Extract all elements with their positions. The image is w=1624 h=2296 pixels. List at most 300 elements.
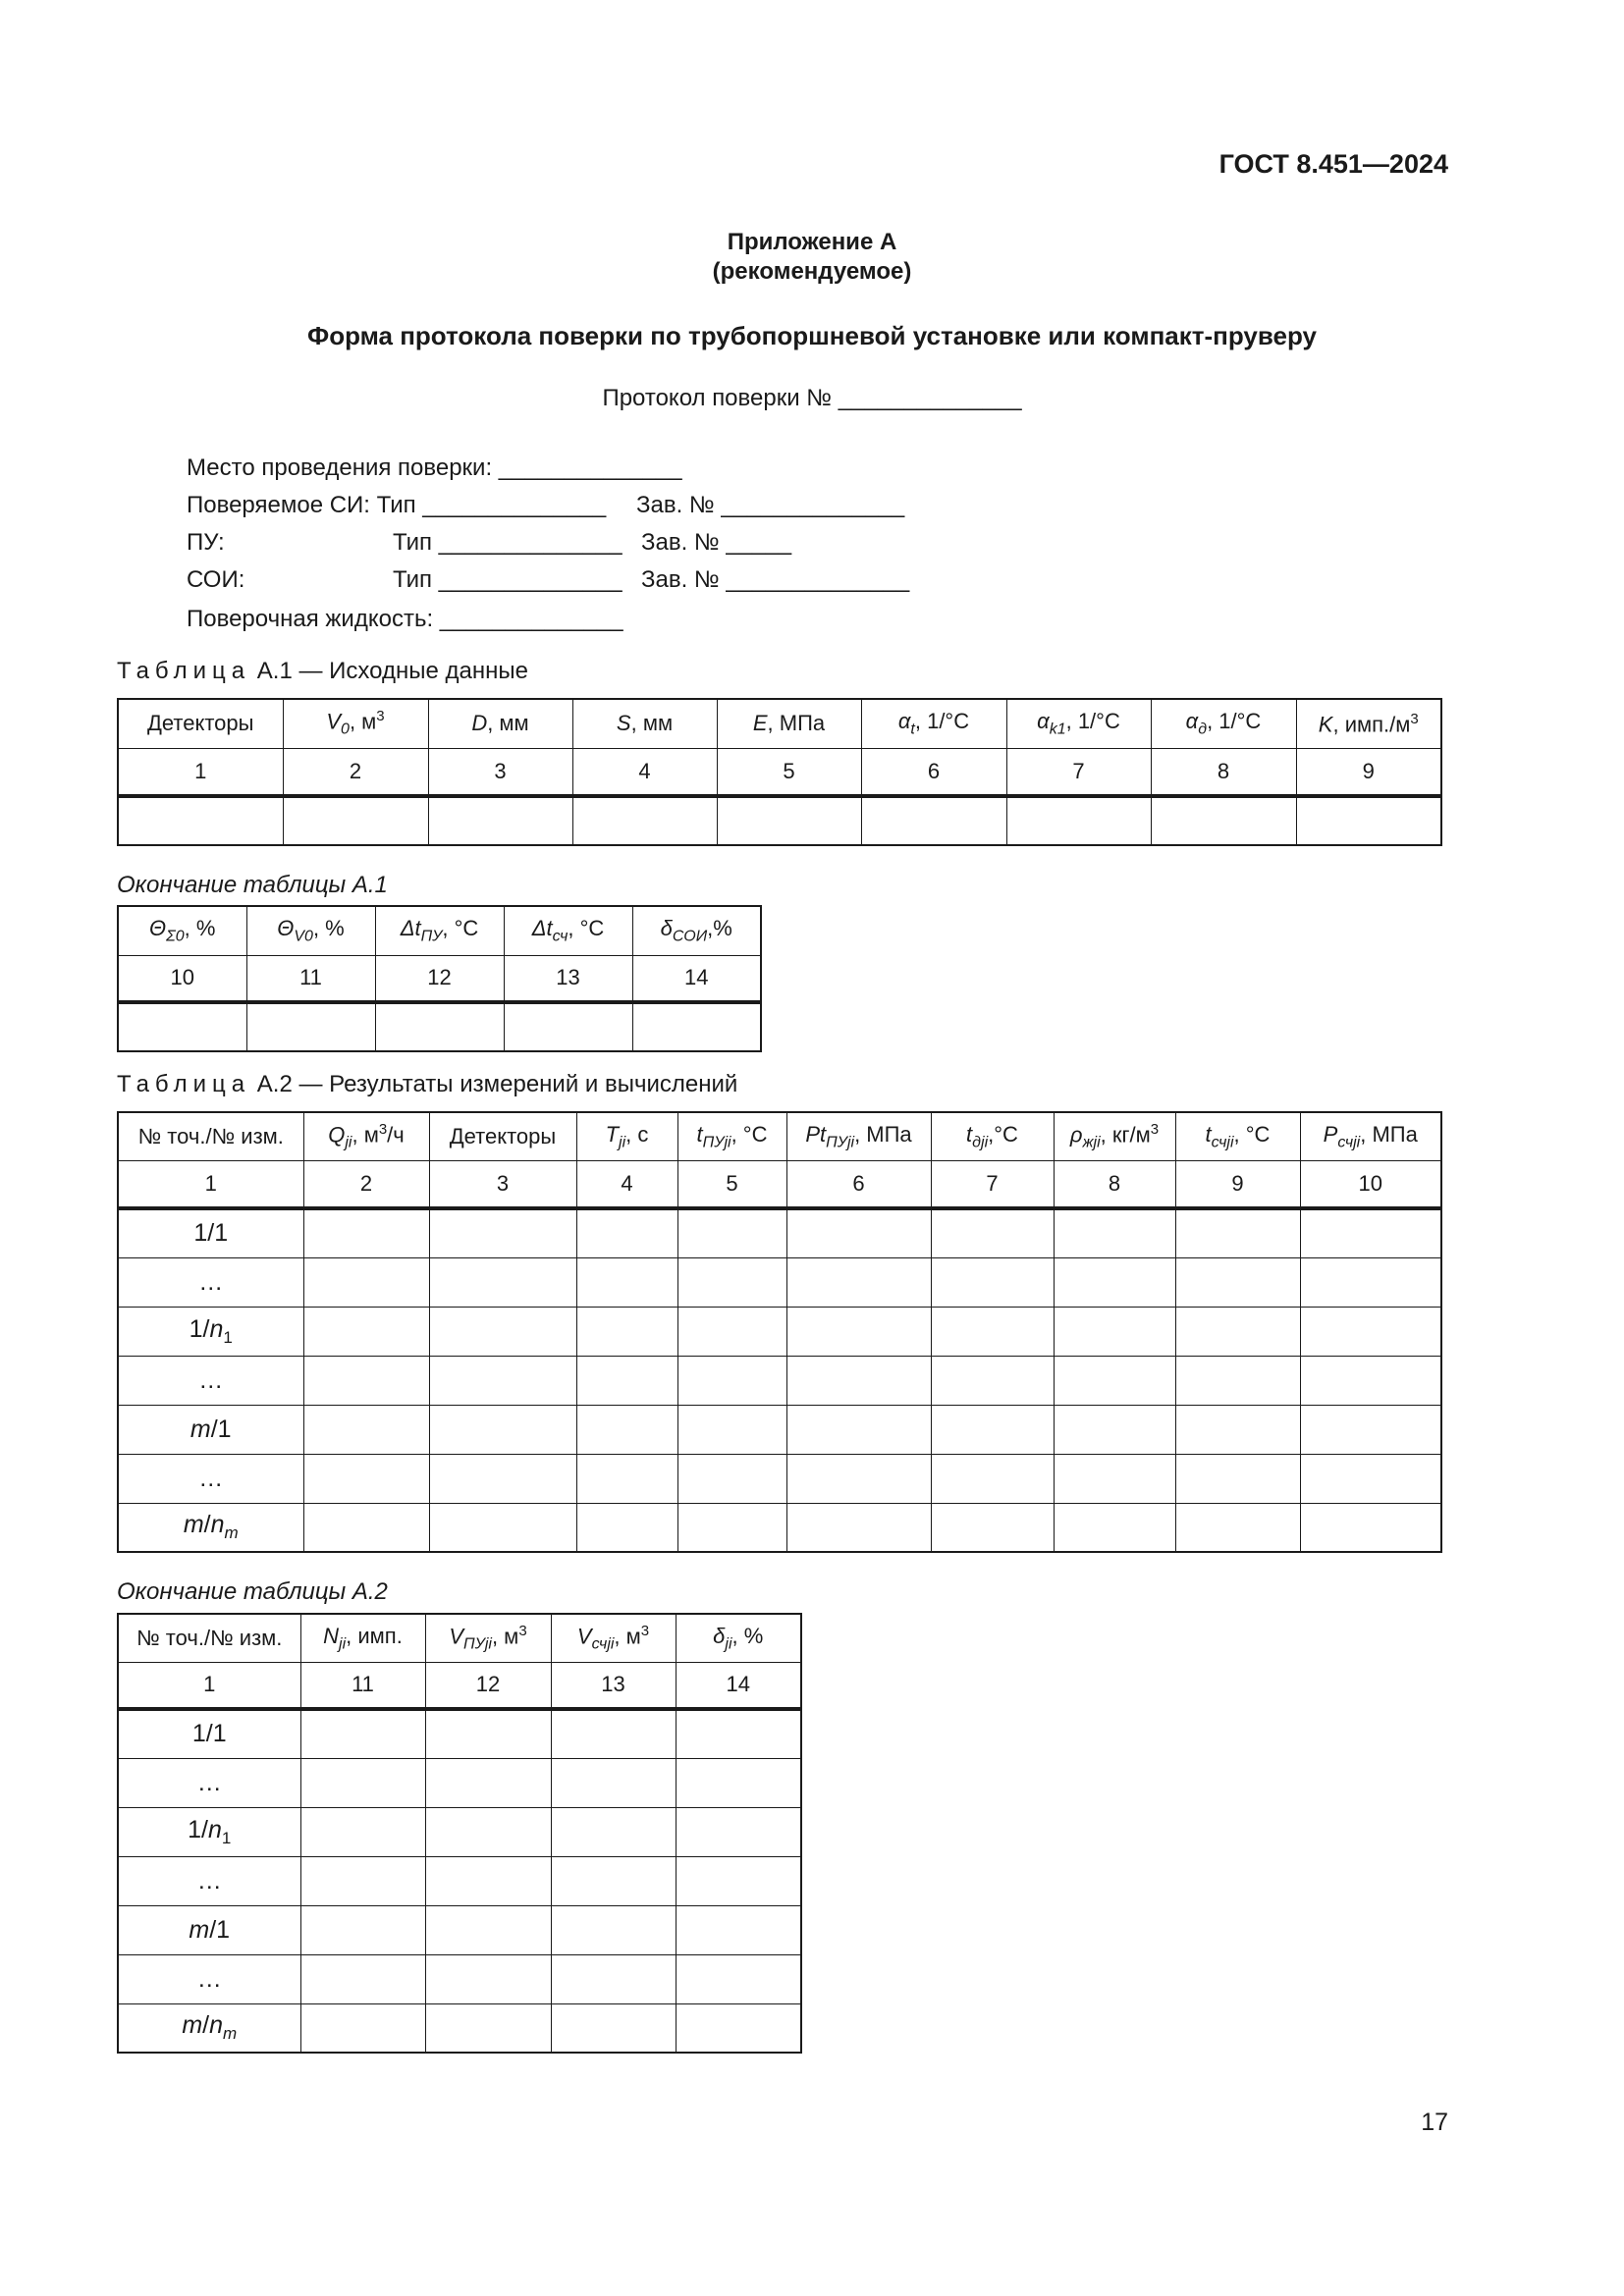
header-symbol: V [326, 709, 342, 734]
header-unit: , 1/°С [914, 709, 970, 734]
header-superscript: 3 [1150, 1120, 1160, 1138]
table-a2-caption-word: Таблица [117, 1071, 251, 1097]
table-a2-caption [117, 1071, 737, 1098]
empty-cell [551, 1807, 676, 1856]
empty-cell [300, 2003, 425, 2053]
table-a2-end [117, 1613, 802, 2054]
row-label [118, 1856, 300, 1905]
table-a1-end-caption: Окончание таблицы А.1 [117, 872, 388, 898]
header-symbol: № точ./№ изм. [136, 1625, 283, 1650]
row-label [118, 1954, 300, 2003]
header-cell [572, 699, 717, 748]
header-symbol: Pt [805, 1121, 827, 1147]
header-cell [425, 1614, 551, 1662]
column-number: 9 [1175, 1160, 1300, 1208]
empty-cell [786, 1356, 931, 1405]
header-cell [1054, 1112, 1175, 1160]
empty-cell [1175, 1257, 1300, 1307]
empty-cell [576, 1307, 677, 1356]
header-unit: , МПа [767, 711, 826, 736]
header-unit: , мм [630, 711, 674, 736]
row-label-variable: n [209, 2011, 223, 2040]
header-symbol: δ [713, 1623, 726, 1648]
header-cell [576, 1112, 677, 1160]
header-subscript: ji [339, 1634, 347, 1652]
empty-cell [429, 1307, 576, 1356]
header-unit: , м [352, 1122, 379, 1148]
empty-cell [677, 1307, 786, 1356]
header-symbol: t [1205, 1121, 1212, 1147]
table-a2-end-caption: Окончание таблицы А.2 [117, 1578, 388, 1605]
row-label-subscript: m [224, 1523, 239, 1543]
header-cell [931, 1112, 1054, 1160]
header-subscript: сч [552, 928, 568, 945]
row-label [118, 1758, 300, 1807]
table-a1-header-row [118, 699, 1441, 748]
header-symbol: V [449, 1624, 464, 1649]
empty-cell [375, 1002, 504, 1051]
empty-cell [786, 1208, 931, 1257]
header-cell [504, 906, 632, 955]
empty-cell [1054, 1208, 1175, 1257]
header-subscript: ji [345, 1134, 352, 1151]
header-subscript: ji [619, 1133, 626, 1150]
header-subscript: счji [1337, 1133, 1361, 1150]
empty-cell [1054, 1257, 1175, 1307]
table-a1-caption [117, 658, 528, 685]
empty-cell [303, 1405, 429, 1454]
liquid-field: Поверочная жидкость: ______________ [187, 606, 623, 632]
empty-cell [118, 796, 283, 845]
empty-cell [677, 1405, 786, 1454]
header-symbol: Δt [531, 916, 553, 941]
empty-cell [677, 1257, 786, 1307]
column-number: 14 [676, 1662, 801, 1709]
column-number: 8 [1054, 1160, 1175, 1208]
empty-cell [677, 1454, 786, 1503]
column-number: 11 [246, 955, 375, 1002]
pu-label: ПУ: [187, 529, 225, 556]
header-subscript: k1 [1049, 721, 1066, 738]
header-superscript: 3 [378, 1120, 388, 1138]
header-cell [303, 1112, 429, 1160]
header-cell [246, 906, 375, 955]
empty-cell [676, 1709, 801, 1758]
column-number: 1 [118, 748, 283, 796]
pu-type-field: Тип ______________ [393, 529, 623, 556]
header-unit: , % [312, 916, 345, 941]
row-label [118, 1208, 303, 1257]
soi-label: СОИ: [187, 566, 245, 593]
empty-cell [931, 1503, 1054, 1552]
empty-cell [677, 1356, 786, 1405]
header-symbol: ρ [1069, 1122, 1083, 1148]
header-unit: , с [625, 1121, 649, 1147]
column-number: 4 [576, 1160, 677, 1208]
empty-cell [576, 1257, 677, 1307]
empty-cell [429, 1503, 576, 1552]
empty-cell [303, 1356, 429, 1405]
column-number: 7 [931, 1160, 1054, 1208]
header-unit: ,% [707, 916, 732, 941]
table-row [118, 1503, 1441, 1552]
empty-cell [1300, 1307, 1441, 1356]
place-field: Место проведения поверки: ______________ [187, 454, 682, 481]
header-unit: , мм [487, 711, 529, 736]
empty-cell [551, 1758, 676, 1807]
empty-cell [425, 1856, 551, 1905]
empty-cell [300, 1758, 425, 1807]
table-row [118, 1454, 1441, 1503]
row-label-part: … [198, 1267, 224, 1296]
header-unit: , % [184, 916, 216, 941]
row-label-part: … [196, 1866, 222, 1895]
header-cell [677, 1112, 786, 1160]
header-unit: , имп./м [1332, 711, 1411, 736]
header-subscript: Σ0 [166, 928, 185, 945]
header-symbol: V [576, 1624, 592, 1649]
empty-cell [300, 1954, 425, 2003]
row-label-part: 1/1 [193, 1219, 229, 1248]
row-label [118, 1257, 303, 1307]
table-a2-header-row [118, 1112, 1441, 1160]
header-symbol: α [1037, 709, 1050, 734]
row-label [118, 1307, 303, 1356]
table-row [118, 1856, 801, 1905]
column-number: 1 [118, 1662, 300, 1709]
row-label-part: /1 [210, 1415, 232, 1443]
empty-cell [1151, 796, 1296, 845]
empty-cell [676, 1905, 801, 1954]
empty-cell [504, 1002, 632, 1051]
table-row [118, 1709, 801, 1758]
empty-cell [303, 1307, 429, 1356]
header-superscript: 3 [376, 708, 385, 725]
empty-cell [1054, 1356, 1175, 1405]
empty-cell [1300, 1454, 1441, 1503]
row-label-part: 1/ [189, 1314, 210, 1343]
row-label-part: … [198, 1365, 224, 1394]
table-row [118, 1405, 1441, 1454]
row-label-subscript: 1 [221, 1828, 232, 1847]
empty-cell [786, 1405, 931, 1454]
empty-cell [786, 1454, 931, 1503]
table-a2-number-row [118, 1160, 1441, 1208]
header-symbol: K [1318, 711, 1333, 736]
header-symbol: Θ [277, 916, 295, 941]
header-subscript: t [910, 721, 915, 738]
empty-cell [576, 1405, 677, 1454]
row-label-part: m [182, 2011, 203, 2040]
empty-cell [1175, 1307, 1300, 1356]
column-number: 11 [300, 1662, 425, 1709]
empty-cell [425, 1807, 551, 1856]
header-cell [861, 699, 1006, 748]
protocol-line: Протокол поверки № ______________ [602, 385, 1022, 411]
header-cell [1300, 1112, 1441, 1160]
empty-cell [576, 1454, 677, 1503]
table-a1-caption-text: А.1 — Исходные данные [256, 658, 528, 684]
header-symbol: Δt [400, 916, 421, 941]
empty-cell [786, 1257, 931, 1307]
header-symbol: № точ./№ изм. [137, 1123, 284, 1148]
row-label-subscript: 1 [223, 1327, 233, 1347]
header-unit: , °С [568, 916, 605, 941]
header-subscript: счji [591, 1635, 615, 1653]
empty-cell [676, 1856, 801, 1905]
table-a1-end-header-row [118, 906, 761, 955]
header-unit: , м [349, 709, 377, 734]
column-number: 14 [632, 955, 761, 1002]
row-label-variable: n [210, 1511, 225, 1539]
appendix-title: Приложение А [727, 229, 897, 255]
empty-cell [931, 1208, 1054, 1257]
column-number: 5 [677, 1160, 786, 1208]
header-symbol: α [897, 709, 911, 734]
header-superscript: 3 [640, 1622, 650, 1639]
column-number: 3 [429, 1160, 576, 1208]
empty-cell [1175, 1208, 1300, 1257]
soi-serial-field: Зав. № ______________ [641, 566, 910, 593]
header-cell [118, 699, 283, 748]
empty-cell [551, 1709, 676, 1758]
header-subscript: ПУji [463, 1635, 492, 1653]
row-label [118, 1709, 300, 1758]
column-number: 13 [551, 1662, 676, 1709]
header-unit: , кг/м [1100, 1122, 1151, 1148]
header-unit: , 1/°С [1065, 709, 1120, 734]
header-subscript: ji [725, 1634, 732, 1652]
empty-cell [1054, 1307, 1175, 1356]
header-cell [300, 1614, 425, 1662]
row-label-part: … [196, 1964, 222, 1993]
header-symbol: t [696, 1121, 703, 1147]
row-label-part: … [198, 1464, 224, 1492]
table-a1-caption-word: Таблица [117, 658, 251, 684]
table-a2-caption-text: А.2 — Результаты измерений и вычислений [256, 1071, 738, 1097]
table-row [118, 1758, 801, 1807]
table-a2-end-number-row [118, 1662, 801, 1709]
column-number: 2 [303, 1160, 429, 1208]
form-title: Форма протокола поверки по трубопоршневой установке или компакт-пруверу [307, 321, 1317, 350]
row-label-part: 1/1 [191, 1720, 227, 1748]
row-label [118, 1356, 303, 1405]
table-a2-end-header-row [118, 1614, 801, 1662]
header-cell [118, 906, 246, 955]
empty-cell [1054, 1454, 1175, 1503]
empty-cell [676, 1807, 801, 1856]
row-label-part: /n [202, 2011, 223, 2040]
empty-cell [425, 1758, 551, 1807]
table-row [118, 1307, 1441, 1356]
header-unit: , МПа [1360, 1121, 1418, 1147]
header-unit: , % [731, 1623, 764, 1648]
table-row [118, 1954, 801, 2003]
empty-cell [300, 1807, 425, 1856]
empty-cell [300, 1905, 425, 1954]
header-cell [1006, 699, 1151, 748]
empty-cell [428, 796, 572, 845]
empty-cell [1300, 1208, 1441, 1257]
header-subscript: СОИ [672, 928, 708, 945]
appendix-subtitle: (рекомендуемое) [712, 258, 912, 285]
header-symbol: T [605, 1121, 620, 1147]
empty-cell [931, 1454, 1054, 1503]
header-symbol: Q [328, 1122, 346, 1148]
empty-cell [425, 2003, 551, 2053]
header-symbol: t [966, 1121, 973, 1147]
empty-cell [303, 1454, 429, 1503]
row-label-part: m [189, 1915, 210, 1944]
table-row [118, 1208, 1441, 1257]
header-symbol: δ [660, 916, 673, 941]
empty-cell [1300, 1405, 1441, 1454]
header-subscript: ПУ [420, 928, 443, 945]
row-label [118, 1454, 303, 1503]
empty-cell [429, 1257, 576, 1307]
empty-cell [677, 1503, 786, 1552]
empty-cell [717, 796, 861, 845]
column-number: 13 [504, 955, 632, 1002]
header-subscript: дji [972, 1133, 989, 1150]
empty-cell [1054, 1405, 1175, 1454]
header-cell [118, 1614, 300, 1662]
column-number: 9 [1296, 748, 1441, 796]
empty-cell [1175, 1503, 1300, 1552]
header-symbol: P [1323, 1121, 1338, 1147]
empty-cell [300, 1856, 425, 1905]
column-number: 5 [717, 748, 861, 796]
table-a1-end-empty-row [118, 1002, 761, 1051]
row-label [118, 1503, 303, 1552]
empty-cell [1175, 1454, 1300, 1503]
empty-cell [1006, 796, 1151, 845]
column-number: 4 [572, 748, 717, 796]
header-cell [676, 1614, 801, 1662]
row-label [118, 1405, 303, 1454]
empty-cell [283, 796, 428, 845]
header-cell [1151, 699, 1296, 748]
header-cell [632, 906, 761, 955]
empty-cell [1300, 1356, 1441, 1405]
si-serial-field: Зав. № ______________ [636, 492, 905, 518]
table-a1-number-row [118, 748, 1441, 796]
table-row [118, 1807, 801, 1856]
empty-cell [676, 1954, 801, 2003]
column-number: 3 [428, 748, 572, 796]
header-cell [1175, 1112, 1300, 1160]
table-row [118, 1257, 1441, 1307]
row-label-part: 1/ [188, 1815, 208, 1843]
empty-cell [551, 2003, 676, 2053]
header-subscript: д [1198, 721, 1208, 738]
header-cell [283, 699, 428, 748]
header-unit: , °С [731, 1121, 768, 1147]
header-unit: , °С [1233, 1121, 1271, 1147]
empty-cell [632, 1002, 761, 1051]
header-superscript: 3 [1410, 710, 1419, 727]
header-symbol: Детекторы [147, 711, 254, 736]
empty-cell [303, 1257, 429, 1307]
header-unit: , м [491, 1624, 519, 1649]
empty-cell [429, 1356, 576, 1405]
column-number: 7 [1006, 748, 1151, 796]
empty-cell [931, 1405, 1054, 1454]
empty-cell [931, 1356, 1054, 1405]
empty-cell [425, 1954, 551, 2003]
empty-cell [551, 1856, 676, 1905]
header-subscript: V0 [294, 928, 313, 945]
header-unit: , имп. [346, 1623, 403, 1648]
empty-cell [429, 1208, 576, 1257]
row-label [118, 1905, 300, 1954]
header-subscript: счji [1211, 1133, 1234, 1150]
row-label-subscript: m [223, 2024, 238, 2044]
standard-code: ГОСТ 8.451—2024 [1218, 149, 1448, 179]
header-cell [786, 1112, 931, 1160]
header-superscript: 3 [518, 1622, 527, 1639]
header-subscript: ПУji [826, 1133, 855, 1150]
column-number: 6 [786, 1160, 931, 1208]
header-cell [1296, 699, 1441, 748]
empty-cell [676, 2003, 801, 2053]
pu-serial-field: Зав. № _____ [641, 529, 792, 556]
column-number: 8 [1151, 748, 1296, 796]
empty-cell [303, 1503, 429, 1552]
header-symbol: Θ [149, 916, 167, 941]
empty-cell [786, 1503, 931, 1552]
column-number: 12 [425, 1662, 551, 1709]
soi-type-field: Тип ______________ [393, 566, 623, 593]
empty-cell [572, 796, 717, 845]
row-label-part: /1 [209, 1915, 231, 1944]
table-a1-empty-row [118, 796, 1441, 845]
header-symbol: Детекторы [449, 1123, 557, 1148]
header-cell [118, 1112, 303, 1160]
column-number: 10 [1300, 1160, 1441, 1208]
header-symbol: α [1185, 709, 1199, 734]
header-cell [428, 699, 572, 748]
empty-cell [1054, 1503, 1175, 1552]
empty-cell [1300, 1503, 1441, 1552]
empty-cell [1175, 1405, 1300, 1454]
row-label [118, 1807, 300, 1856]
header-cell [551, 1614, 676, 1662]
header-unit: , °С [442, 916, 479, 941]
empty-cell [1296, 796, 1441, 845]
column-number: 12 [375, 955, 504, 1002]
page-number: 17 [1421, 2109, 1448, 2136]
empty-cell [1300, 1257, 1441, 1307]
empty-cell [576, 1503, 677, 1552]
table-a1-end-number-row [118, 955, 761, 1002]
empty-cell [676, 1758, 801, 1807]
header-unit: , 1/°С [1207, 709, 1262, 734]
empty-cell [931, 1257, 1054, 1307]
empty-cell [429, 1405, 576, 1454]
header-unit: , МПа [854, 1121, 912, 1147]
row-label-part: /n [203, 1511, 225, 1539]
column-number: 6 [861, 748, 1006, 796]
table-row [118, 2003, 801, 2053]
empty-cell [303, 1208, 429, 1257]
empty-cell [429, 1454, 576, 1503]
header-cell [375, 906, 504, 955]
empty-cell [118, 1002, 246, 1051]
column-number: 10 [118, 955, 246, 1002]
empty-cell [931, 1307, 1054, 1356]
header-unit: , м [614, 1624, 641, 1649]
